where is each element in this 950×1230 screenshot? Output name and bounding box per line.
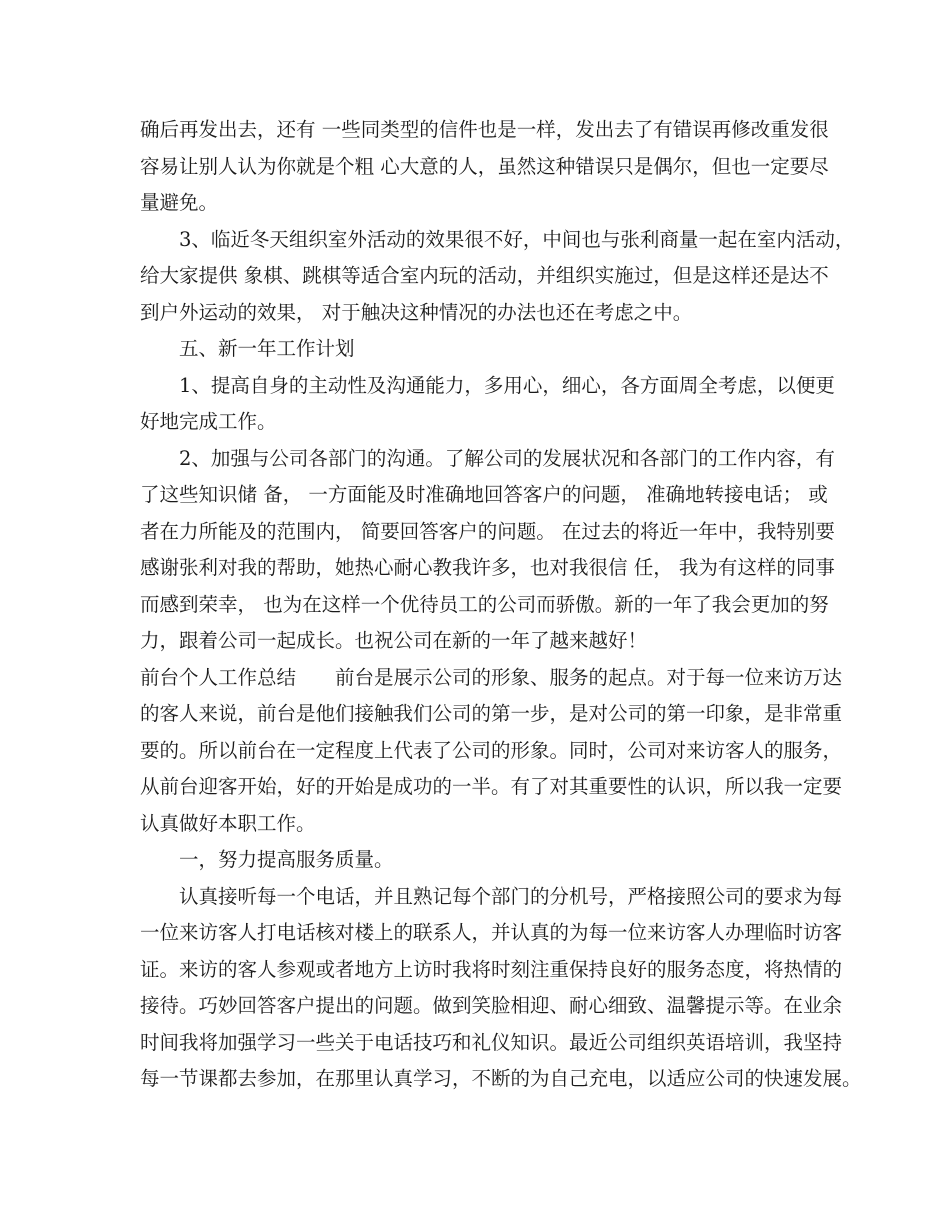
text-line: 感谢张利对我的帮助，她热心耐心教我许多，也对我很信 任， 我为有这样的同事 [140, 556, 835, 579]
text-line: 时间我将加强学习一些关于电话技巧和礼仪知识。最近公司组织英语培训，我坚持 [140, 1030, 843, 1054]
text-line: 3、临近冬天组织室外活动的效果很不好，中间也与张利商量一起在室内活动， [140, 227, 855, 251]
text-line: 证。来访的客人参观或者地方上访时我将时刻注重保持良好的服务态度，将热情的 [140, 957, 843, 981]
text-line: 前台个人工作总结 前台是展示公司的形象、服务的起点。对于每一位来访万达 [140, 665, 843, 689]
text-line: 了这些知识储 备， 一方面能及时准确地回答客户的问题， 准确地转接电话； 或 [140, 483, 828, 506]
text-line: 而感到荣幸， 也为在这样一个优待员工的公司而骄傲。新的一年了我会更加的努 [140, 592, 829, 616]
text-line: 力，跟着公司一起成长。也祝公司在新的一年了越来越好！ [140, 629, 648, 652]
text-line: 要的。所以前台在一定程度上代表了公司的形象。同时，公司对来访客人的服务， [140, 738, 843, 762]
text-line: 2、加强与公司各部门的沟通。了解公司的发展状况和各部门的工作内容，有 [140, 446, 835, 470]
text-line: 容易让别人认为你就是个粗 心大意的人，虽然这种错误只是偶尔，但也一定要尽 [140, 154, 829, 178]
section-heading: 五、新一年工作计划 [140, 337, 355, 360]
text-line: 量避免。 [140, 191, 219, 214]
text-line: 1、提高自身的主动性及沟通能力，多用心，细心，各方面周全考虑，以便更 [140, 373, 835, 397]
text-line: 认真做好本职工作。 [140, 811, 316, 835]
text-line: 接待。巧妙回答客户提出的问题。做到笑脸相迎、耐心细致、温馨提示等。在业余 [140, 994, 843, 1017]
text-line: 给大家提供 象棋、跳棋等适合室内玩的活动，并组织实施过，但是这样还是达不 [140, 264, 829, 287]
section-heading: 一，努力提高服务质量。 [140, 848, 394, 871]
text-line: 到户外运动的效果， 对于触决这种情况的办法也还在考虑之中。 [140, 300, 693, 324]
text-line: 的客人来说，前台是他们接触我们公司的第一步，是对公司的第一印象，是非常重 [140, 702, 843, 725]
text-line: 者在力所能及的范围内， 简要回答客户的问题。 在过去的将近一年中，我特别要 [140, 519, 835, 543]
text-line: 好地完成工作。 [140, 410, 277, 433]
text-line: 认真接听每一个电话，并且熟记每个部门的分机号，严格接照公司的要求为每 [140, 884, 843, 908]
text-line: 从前台迎客开始，好的开始是成功的一半。有了对其重要性的认识，所以我一定要 [140, 775, 843, 798]
text-line: 每一节课都去参加，在那里认真学习，不断的为自己充电，以适应公司的快速发展。 [140, 1067, 862, 1090]
text-line: 一位来访客人打电话核对楼上的联系人，并认真的为每一位来访客人办理临时访客 [140, 921, 843, 944]
document-body [140, 112, 862, 1098]
text-line: 确后再发出去，还有 一些同类型的信件也是一样，发出去了有错误再修改重发很 [140, 118, 829, 141]
